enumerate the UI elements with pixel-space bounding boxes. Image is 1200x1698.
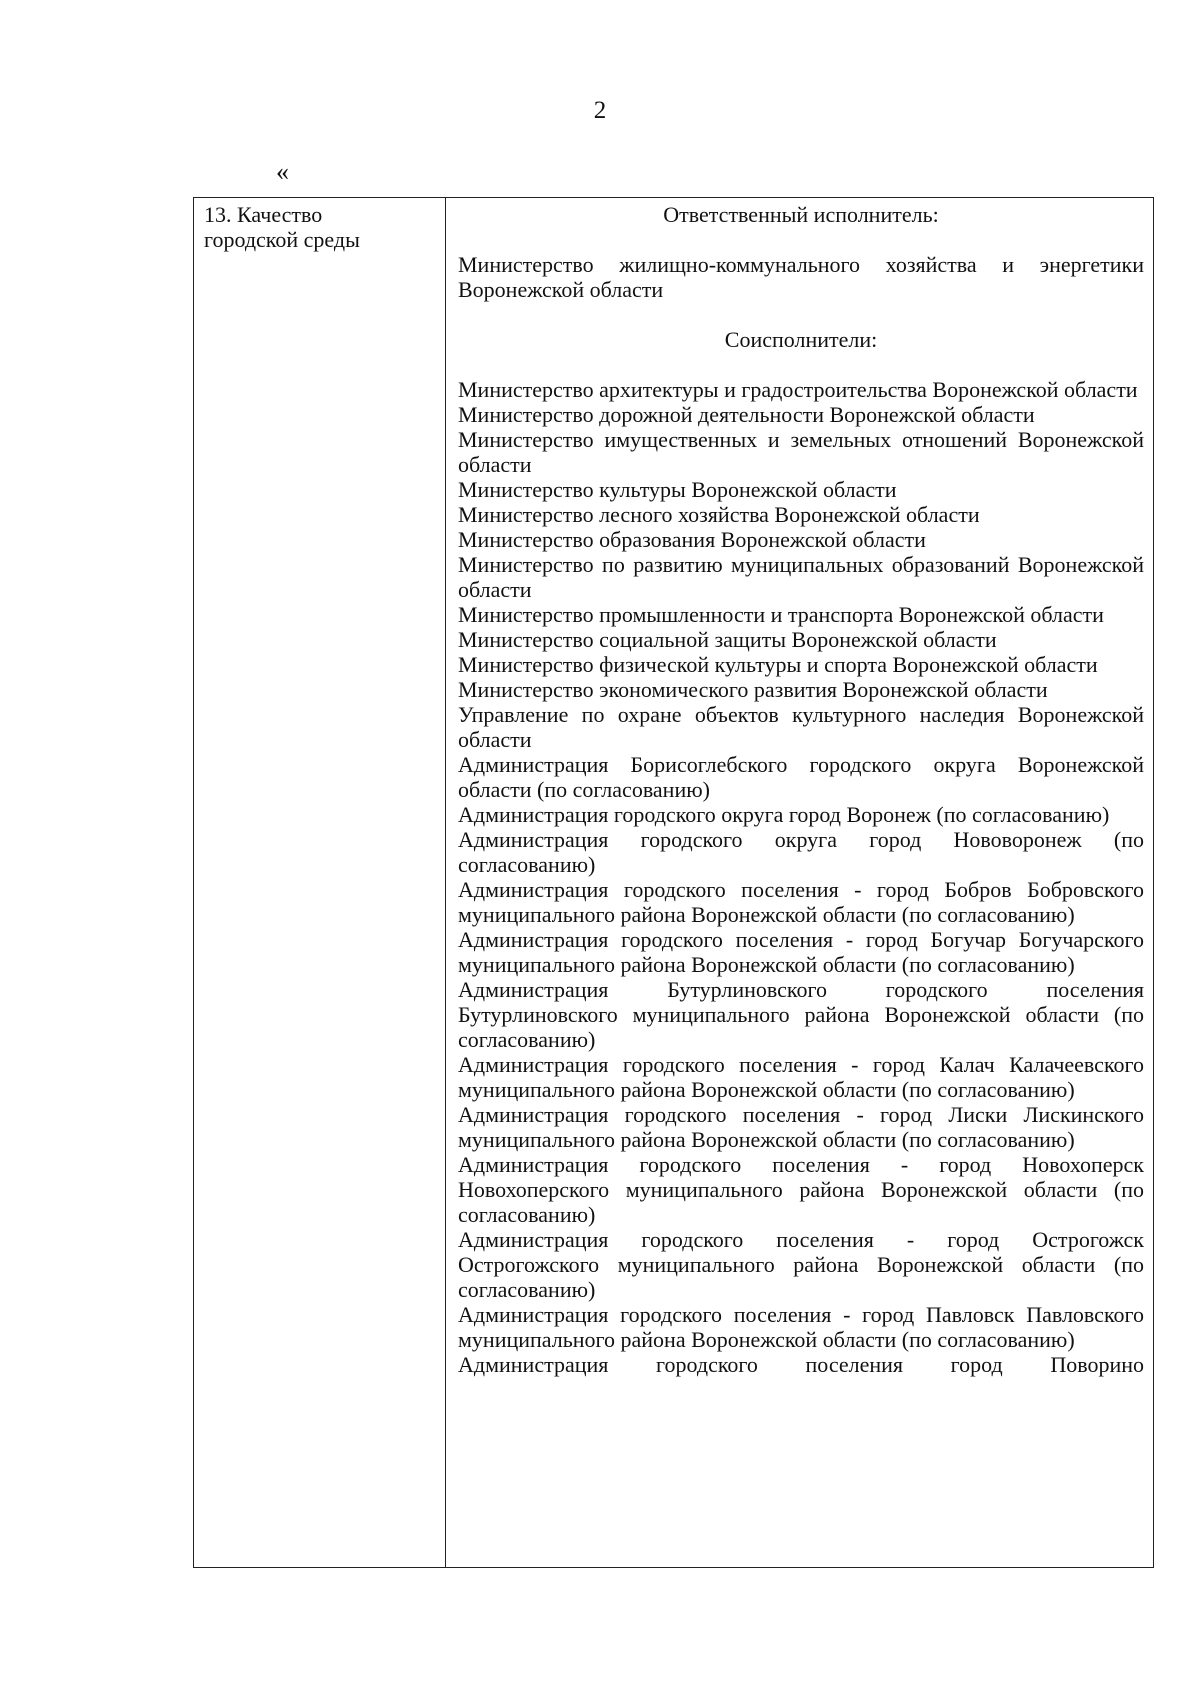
opening-quote: «	[276, 157, 289, 186]
coexecutor-item: Администрация городского поселения - город Острогожск Острогожского муниципального района Воронежской области (по согласованию)	[458, 1227, 1144, 1302]
coexecutor-item: Администрация городского округа город Воронеж (по согласованию)	[458, 802, 1110, 827]
coexecutor-item: Министерство дорожной деятельности Воронежской области	[458, 402, 1035, 427]
program-name-line-2: городской среды	[204, 227, 360, 252]
coexecutor-item: Администрация городского округа город Нововоронеж (по согласованию)	[458, 827, 1144, 877]
coexecutor-item: Администрация городского поселения - город Новохоперск Новохоперского муниципального района Воронежской области (по согласованию)	[458, 1152, 1144, 1227]
program-table	[193, 197, 1154, 1568]
coexecutor-item: Министерство физической культуры и спорта Воронежской области	[458, 652, 1098, 677]
spacer	[458, 227, 1144, 252]
coexecutor-item: Министерство промышленности и транспорта Воронежской области	[458, 602, 1104, 627]
spacer	[458, 352, 1144, 377]
coexecutor-item: Администрация городского поселения - город Богучар Богучарского муниципального района Воронежской области (по согласованию)	[458, 927, 1144, 977]
coexecutor-item: Администрация Бутурлиновского городского поселения Бутурлиновского муниципального района Воронежской области (по согласованию)	[458, 977, 1144, 1052]
column-divider	[445, 198, 446, 1567]
responsible-executor: Министерство жилищно-коммунального хозяйства и энергетики Воронежской области	[458, 252, 1144, 302]
coexecutor-item: Министерство лесного хозяйства Воронежской области	[458, 502, 980, 527]
coexecutor-item: Администрация городского поселения - город Павловск Павловского муниципального района Воронежской области (по согласованию)	[458, 1302, 1144, 1352]
coexecutors-heading: Соисполнители:	[724, 327, 878, 352]
coexecutor-item: Администрация городского поселения - город Калач Калачеевского муниципального района Воронежской области (по согласованию)	[458, 1052, 1144, 1102]
executors-cell	[458, 202, 1144, 1377]
coexecutor-item: Министерство культуры Воронежской области	[458, 477, 897, 502]
coexecutors-list	[458, 377, 1144, 1377]
page-number: 2	[593, 97, 607, 124]
coexecutor-item: Администрация Борисоглебского городского округа Воронежской области (по согласованию)	[458, 752, 1144, 802]
coexecutor-item: Министерство архитектуры и градостроительства Воронежской области	[458, 377, 1138, 402]
program-name-line-1: 13. Качество	[204, 202, 323, 227]
spacer	[458, 302, 1144, 327]
responsible-heading: Ответственный исполнитель:	[663, 202, 939, 227]
coexecutor-item: Министерство экономического развития Воронежской области	[458, 677, 1048, 702]
coexecutor-item: Управление по охране объектов культурного наследия Воронежской области	[458, 702, 1144, 752]
coexecutor-item: Министерство по развитию муниципальных образований Воронежской области	[458, 552, 1144, 602]
coexecutor-item: Министерство имущественных и земельных отношений Воронежской области	[458, 427, 1144, 477]
coexecutor-item: Администрация городского поселения - город Лиски Лискинского муниципального района Воронежской области (по согласованию)	[458, 1102, 1144, 1152]
coexecutor-item: Администрация городского поселения - город Бобров Бобровского муниципального района Воронежской области (по согласованию)	[458, 877, 1144, 927]
coexecutor-item: Министерство социальной защиты Воронежской области	[458, 627, 997, 652]
coexecutor-item: Министерство образования Воронежской области	[458, 527, 926, 552]
program-name-cell	[204, 202, 439, 252]
coexecutor-item-continued: Администрация городского поселения город Поворино	[458, 1352, 1144, 1377]
